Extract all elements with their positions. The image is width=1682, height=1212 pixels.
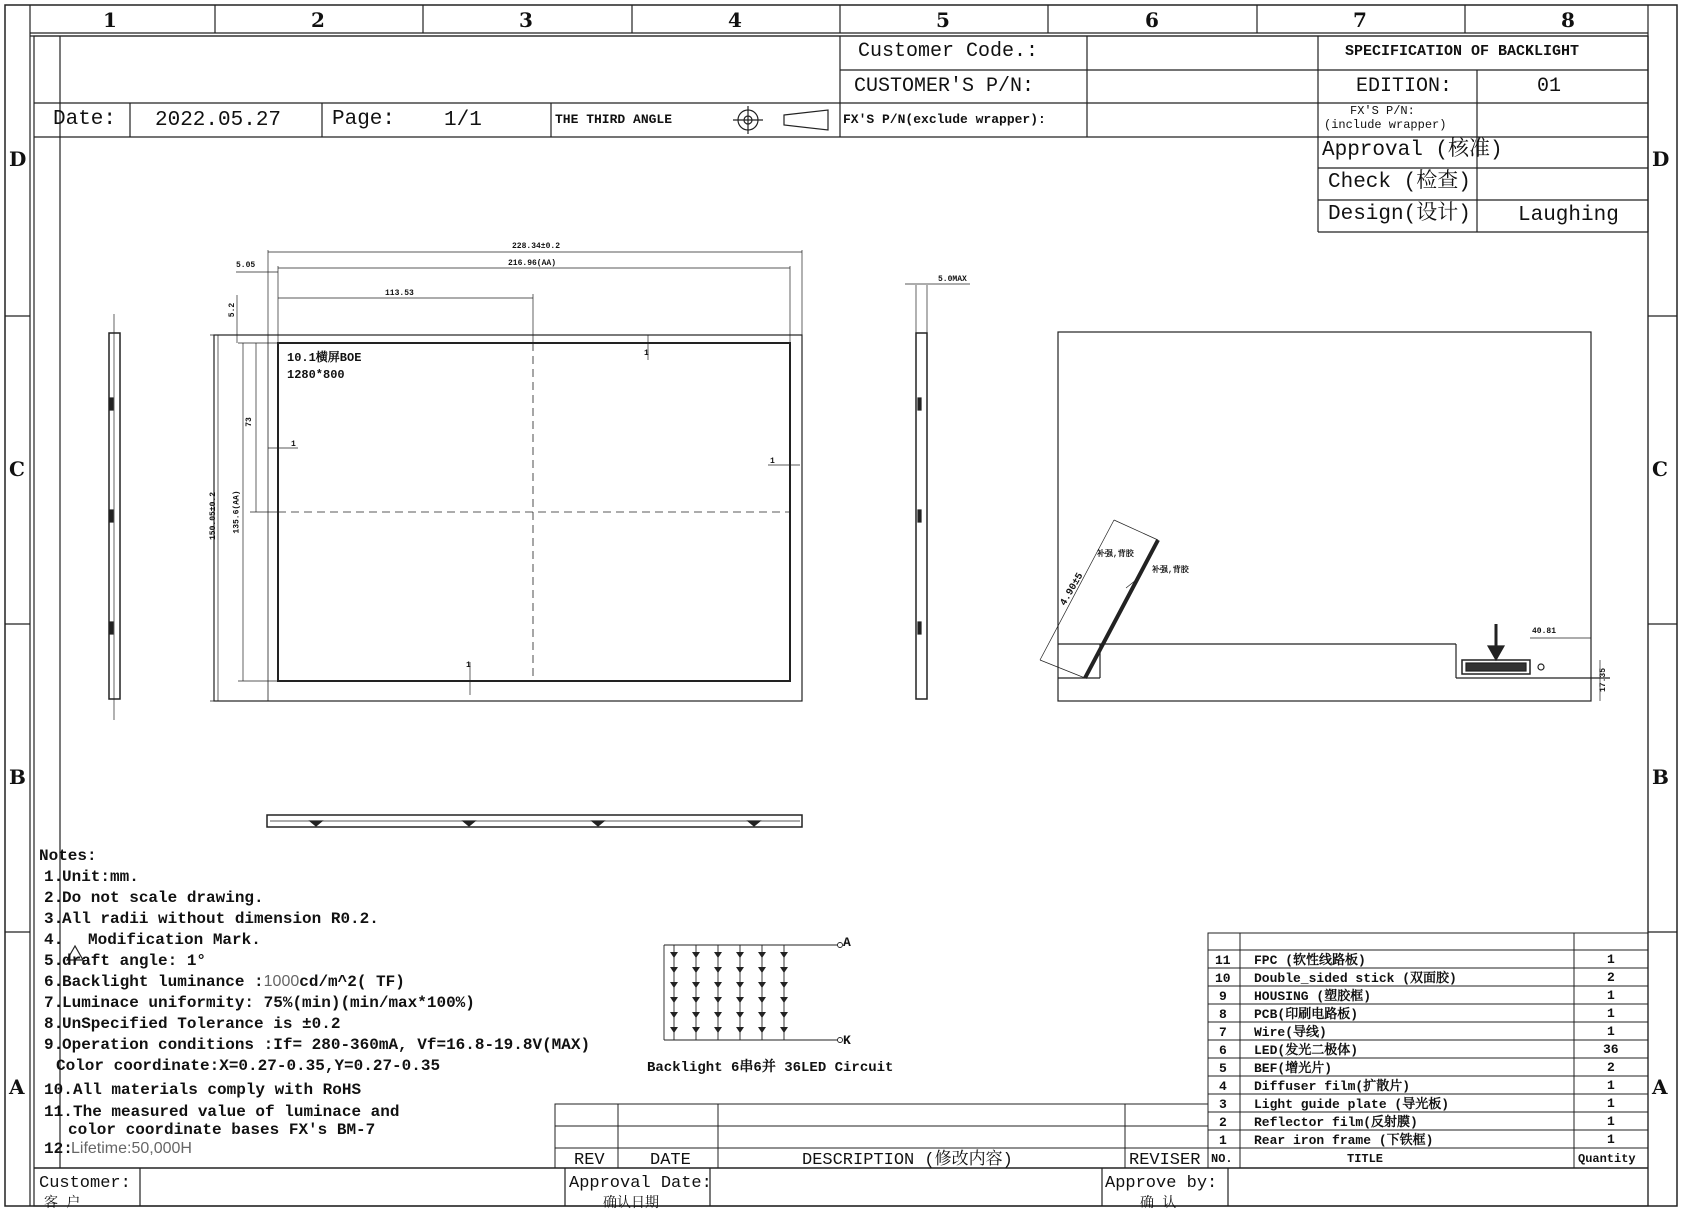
bom-row-10-qty: 2 [1607, 970, 1615, 985]
note-11: The measured value of luminace and [73, 1103, 400, 1121]
bom-row-1-qty: 1 [1607, 1132, 1615, 1147]
bom-row-1-title: Rear iron frame (下铁框) [1254, 1133, 1434, 1148]
grid-col-6: 6 [1145, 8, 1159, 32]
note-9: Operation conditions :If= 280-360mA, Vf=16.8-19.8V(MAX) [62, 1036, 591, 1054]
column-dividers [215, 5, 1465, 33]
note-10-num: 10. [44, 1081, 73, 1099]
fx-pn-exclude-label: FX'S P/N(exclude wrapper): [843, 112, 1046, 127]
led-columns [674, 945, 784, 1040]
note-6-unit: cd/m^2( TF) [299, 973, 405, 991]
fpc-note-2: 补强,背胶 [1152, 566, 1189, 575]
bom-header-no: NO. [1211, 1152, 1233, 1166]
bom-row-11-title: FPC (软性线路板) [1254, 953, 1366, 968]
note-2: Do not scale drawing. [62, 889, 264, 907]
customer-cn: 客 户 [44, 1196, 81, 1212]
bom-row-6-qty: 36 [1603, 1042, 1619, 1057]
note-10: All materials comply with RoHS [73, 1081, 362, 1099]
note-3: All radii without dimension R0.2. [62, 910, 379, 928]
date-label: Date: [53, 108, 117, 131]
right-side-view [905, 284, 970, 699]
grid-row-d-right: D [1652, 147, 1670, 171]
edition-label: EDITION: [1356, 75, 1453, 98]
dim-left-offset: 5.05 [236, 261, 256, 270]
panel-label-2: 1280*800 [287, 368, 345, 382]
dim-outer-height: 150.05±0.2 [209, 491, 219, 541]
bom-header-qty: Quantity [1578, 1152, 1636, 1166]
note-5: draft angle: 1° [62, 952, 207, 970]
dim-connector-w: 40.81 [1532, 627, 1557, 636]
note-9-num: 9. [44, 1036, 64, 1054]
approve-by-cn: 确 认 [1140, 1196, 1177, 1212]
grid-col-5: 5 [936, 8, 950, 32]
side-mark-left: 1 [291, 440, 296, 449]
bom-row-9-qty: 1 [1607, 988, 1615, 1003]
page-value: 1/1 [444, 109, 482, 132]
note-2-num: 2. [44, 889, 64, 907]
note-3-num: 3. [44, 910, 64, 928]
dimension-lines [210, 250, 802, 701]
note-1-num: 1. [44, 868, 64, 886]
note-7: Luminace uniformity: 75%(min)(min/max*100%) [62, 994, 475, 1012]
approval-date-label: Approval Date: [569, 1174, 712, 1193]
dim-aa-height: 135.6(AA) [232, 490, 242, 534]
grid-col-4: 4 [728, 8, 742, 32]
circuit-cathode-label: K [843, 1033, 851, 1048]
fx-pn-include-label-2: (include wrapper) [1324, 118, 1447, 132]
grid-row-c-right: C [1652, 457, 1668, 481]
grid-row-c: C [9, 457, 25, 481]
circuit-caption: Backlight 6串6并 36LED Circuit [647, 1060, 894, 1076]
bom-row-8-no: 8 [1219, 1007, 1227, 1022]
led-diodes [670, 952, 788, 1033]
note-6-value: 1000 [263, 973, 300, 990]
grid-col-8: 8 [1561, 8, 1575, 32]
design-value: Laughing [1518, 204, 1619, 227]
bom-row-9-no: 9 [1219, 989, 1227, 1004]
bom-row-7-no: 7 [1219, 1025, 1227, 1040]
note-4: Modification Mark. [88, 931, 261, 949]
grid-col-3: 3 [519, 8, 533, 32]
bom-row-8-qty: 1 [1607, 1006, 1615, 1021]
grid-row-a-right: A [1652, 1075, 1668, 1099]
side-mark-right: 1 [770, 457, 775, 466]
bom-row-5-no: 5 [1219, 1061, 1227, 1076]
date-value: 2022.05.27 [155, 109, 282, 132]
bom-header-title: TITLE [1347, 1152, 1384, 1166]
grid-col-1: 1 [103, 8, 117, 32]
bom-row-6-no: 6 [1219, 1043, 1227, 1058]
edition-value: 01 [1537, 75, 1562, 98]
note-6 [62, 974, 405, 990]
rev-header: REV [574, 1151, 605, 1170]
bom-row-5-title: BEF(增光片) [1254, 1061, 1333, 1076]
note-8: UnSpecified Tolerance is ±0.2 [62, 1015, 341, 1033]
spec-title: SPECIFICATION OF BACKLIGHT [1345, 43, 1580, 60]
approve-by-label: Approve by: [1105, 1174, 1218, 1193]
bom-row-10-no: 10 [1215, 971, 1231, 986]
grid-row-b: B [9, 765, 26, 789]
notes-heading: Notes: [39, 847, 97, 865]
grid-col-7: 7 [1353, 8, 1367, 32]
dim-fpc-length: 4.90±5 [1058, 571, 1087, 609]
note-6-num: 6. [44, 973, 64, 991]
front-view-outline [214, 335, 802, 701]
grid-col-2: 2 [311, 8, 325, 32]
circuit-anode-label: A [843, 935, 851, 950]
date-header: DATE [650, 1151, 691, 1170]
bom-row-11-no: 11 [1215, 953, 1231, 968]
reviser-header: REVISER [1129, 1151, 1201, 1170]
bom-row-9-title: HOUSING (塑胶框) [1254, 989, 1372, 1004]
dim-top-offset: 5.2 [228, 302, 238, 318]
fx-pn-include-label: FX'S P/N: [1350, 104, 1415, 118]
bottom-view [267, 815, 802, 827]
dim-half-width: 113.53 [385, 289, 414, 298]
third-angle-icon [733, 106, 828, 134]
bom-row-4-title: Diffuser film(扩散片) [1254, 1079, 1411, 1094]
bom-row-5-qty: 2 [1607, 1060, 1615, 1075]
bom-row-3-title: Light guide plate (导光板) [1254, 1097, 1450, 1112]
dim-aa-width: 216.96(AA) [508, 259, 557, 268]
panel-label-1: 10.1横屏BOE [287, 351, 362, 365]
design-label: Design(设计) [1328, 203, 1471, 226]
left-side-view [109, 314, 120, 720]
fpc-note-1: 补强,背胶 [1097, 550, 1134, 559]
led-circuit [664, 943, 843, 1043]
dim-thickness: 5.0MAX [938, 275, 967, 284]
note-7-num: 7. [44, 994, 64, 1012]
dim-outer-width: 228.34±0.2 [512, 242, 561, 251]
bom-row-3-qty: 1 [1607, 1096, 1615, 1111]
note-9b: Color coordinate:X=0.27-0.35,Y=0.27-0.35 [56, 1057, 441, 1075]
grid-row-a: A [9, 1075, 25, 1099]
bom-row-3-no: 3 [1219, 1097, 1227, 1112]
bom-row-2-no: 2 [1219, 1115, 1227, 1130]
note-12: Lifetime:50,000H [71, 1140, 192, 1157]
grid-row-b-right: B [1652, 765, 1669, 789]
bom-row-2-title: Reflector film(反射膜) [1254, 1115, 1418, 1130]
note-8-num: 8. [44, 1015, 64, 1033]
dim-connector-h: 17.35 [1599, 667, 1609, 693]
note-1: Unit:mm. [62, 868, 139, 886]
page-label: Page: [332, 108, 396, 131]
side-mark-bottom: 1 [466, 661, 471, 670]
note-11-num: 11. [44, 1103, 73, 1121]
note-6-a: Backlight luminance : [62, 973, 264, 991]
bom-row-2-qty: 1 [1607, 1114, 1615, 1129]
bom-row-6-title: LED(发光二极体) [1254, 1043, 1359, 1058]
bom-row-1-no: 1 [1219, 1133, 1227, 1148]
side-mark-top: 1 [644, 349, 649, 358]
description-header: DESCRIPTION (修改内容) [802, 1151, 1013, 1170]
grid-row-d: D [9, 147, 27, 171]
angle-label: THE THIRD ANGLE [555, 112, 673, 127]
bom-row-8-title: PCB(印刷电路板) [1254, 1007, 1359, 1022]
bom-row-4-qty: 1 [1607, 1078, 1615, 1093]
dim-height-offset: 73 [244, 417, 254, 427]
bom-row-4-no: 4 [1219, 1079, 1227, 1094]
approval-date-cn: 确认日期 [603, 1196, 659, 1212]
note-12-num: 12: [44, 1140, 73, 1158]
approval-label: Approval (核准) [1322, 139, 1503, 162]
customer-pn-label: CUSTOMER'S P/N: [854, 75, 1035, 98]
bom-row-7-qty: 1 [1607, 1024, 1615, 1039]
note-5-num: 5. [44, 952, 64, 970]
bom-row-11-qty: 1 [1607, 952, 1615, 967]
note-11b: color coordinate bases FX's BM-7 [68, 1121, 376, 1139]
customer-label: Customer: [39, 1174, 131, 1193]
note-4-num: 4. [44, 931, 64, 949]
bom-row-10-title: Double_sided stick (双面胶) [1254, 971, 1457, 986]
check-label: Check (检查) [1328, 171, 1471, 194]
bom-row-7-title: Wire(导线) [1254, 1025, 1327, 1040]
rear-view [1040, 332, 1610, 701]
customer-code-label: Customer Code.: [858, 40, 1039, 63]
